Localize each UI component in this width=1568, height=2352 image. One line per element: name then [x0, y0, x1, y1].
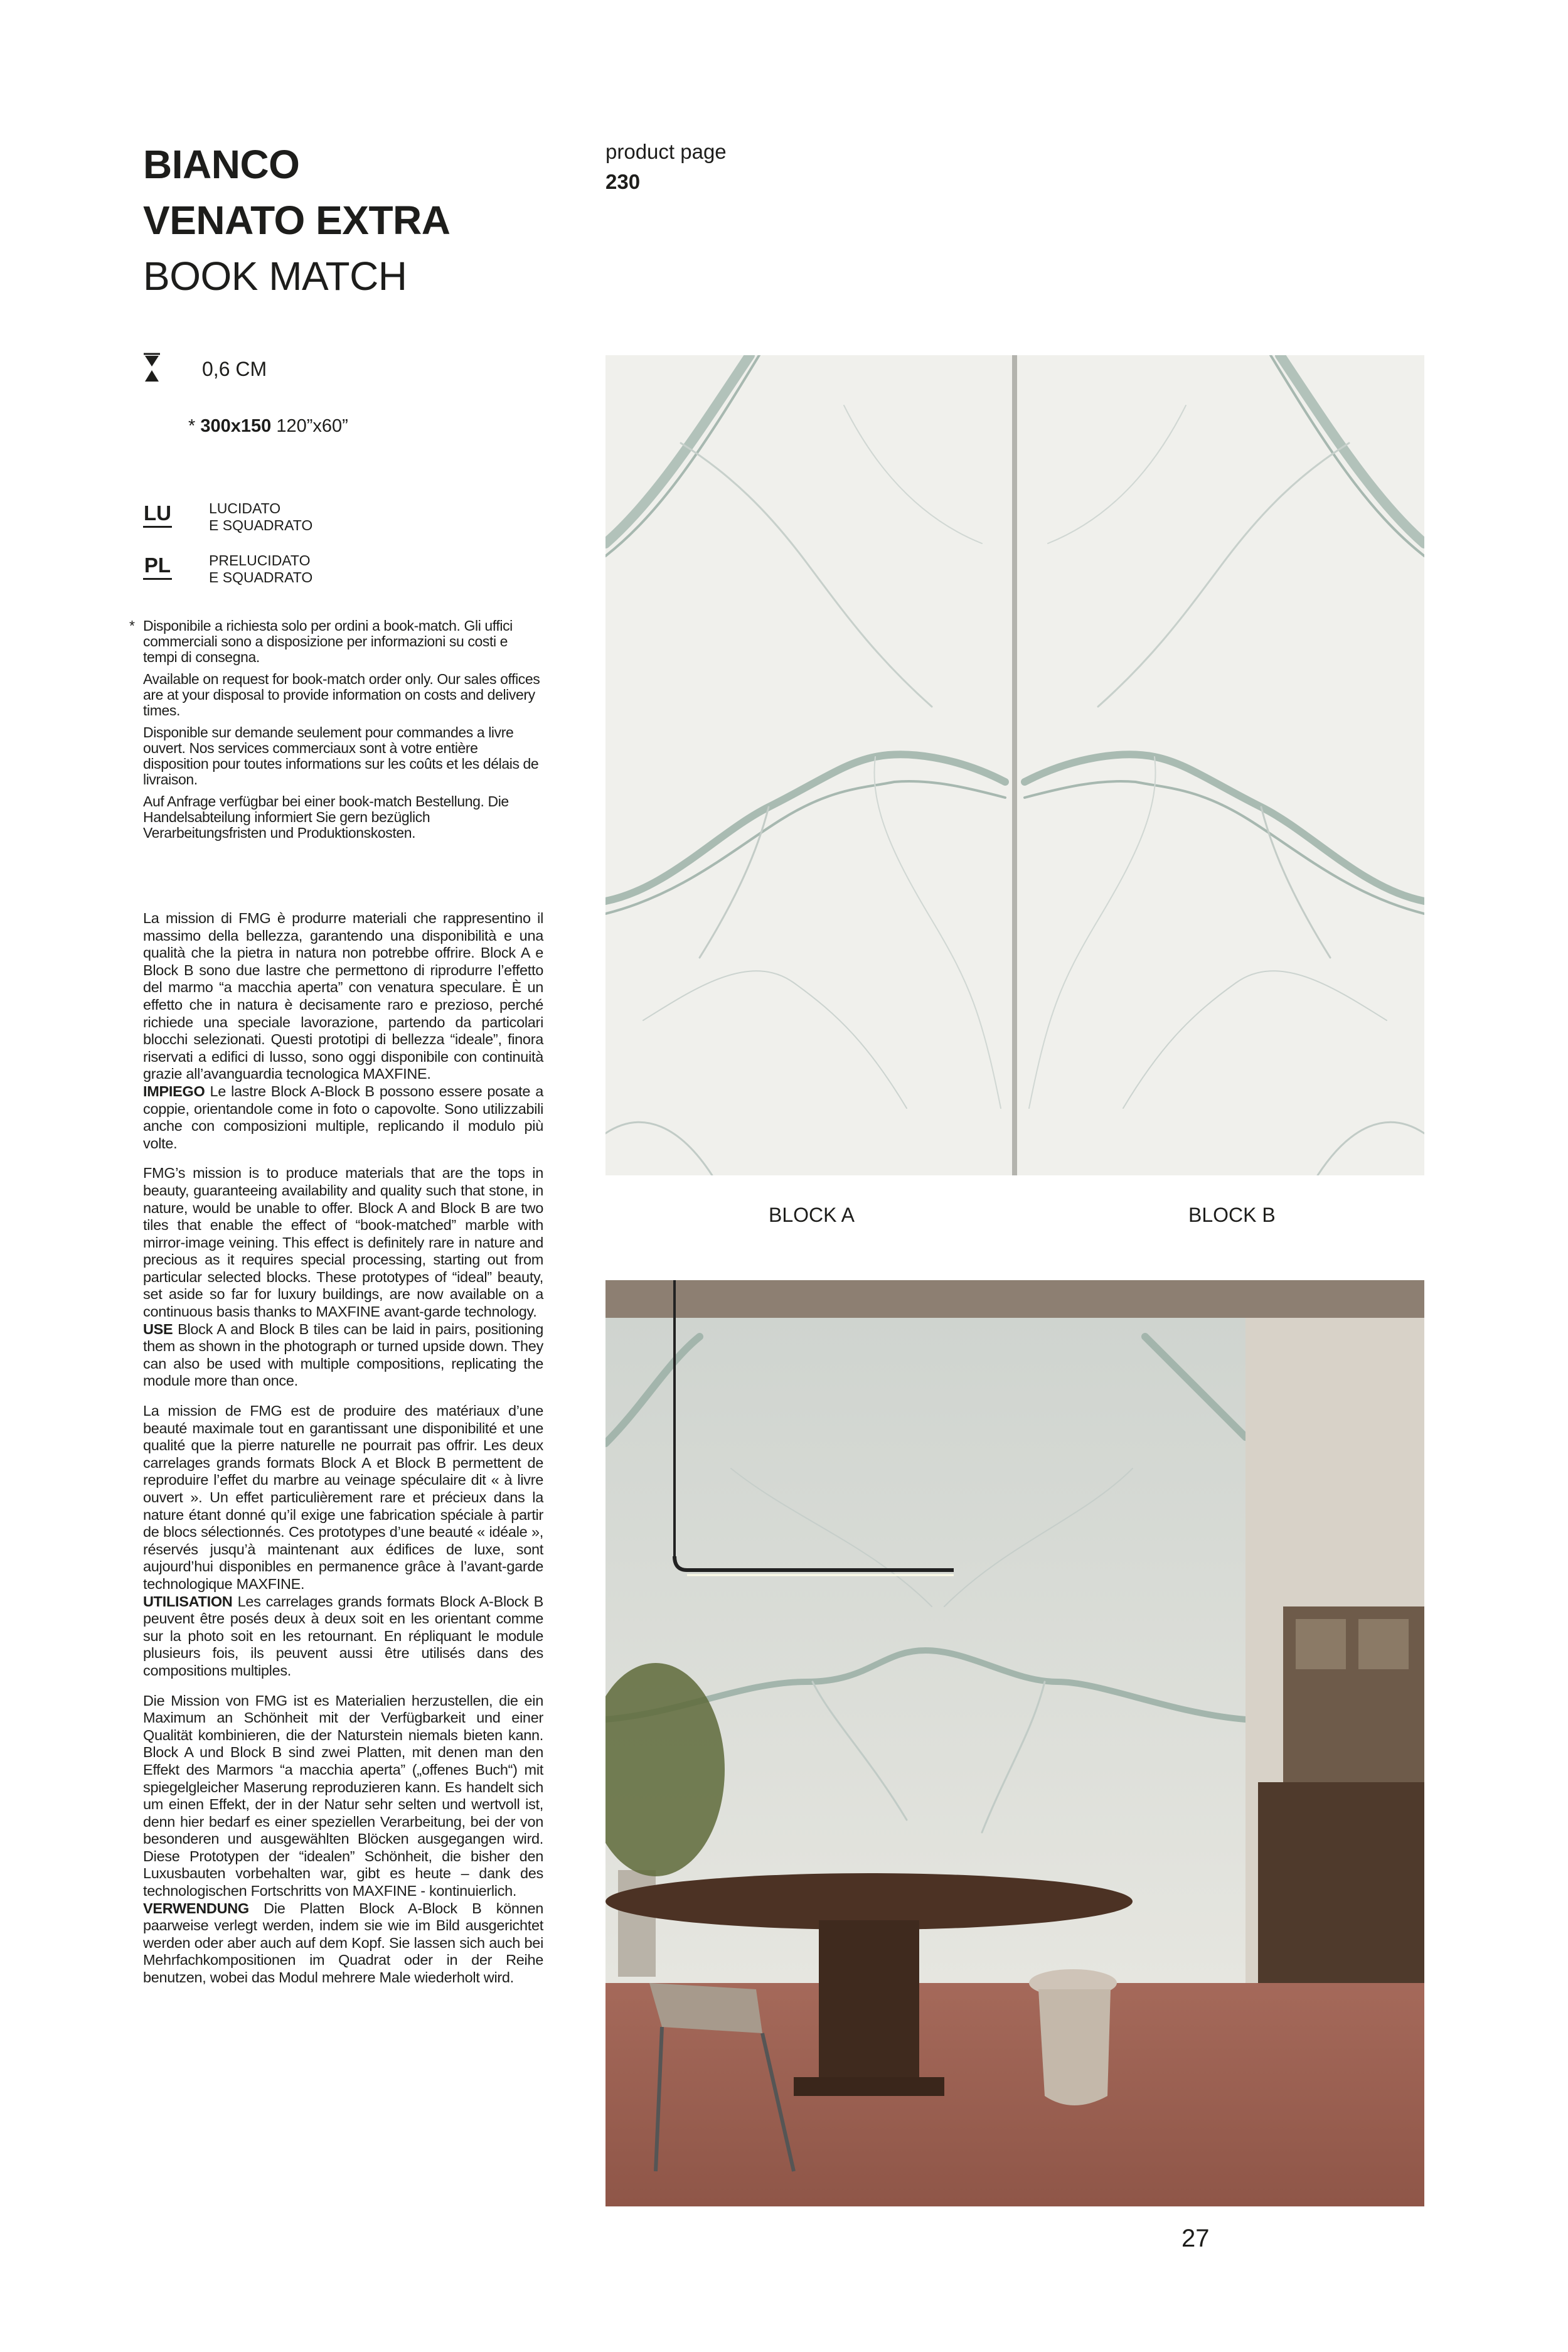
note-fr: Disponible sur demande seulement pour commandes a livre ouvert. Nos services commerciaux sont à votre entière disposition pour toutes informations sur les coûts et les délais de livraison.	[143, 724, 539, 788]
usage-it-label: IMPIEGO	[143, 1082, 205, 1099]
page-number: 27	[1181, 2225, 1210, 2252]
usage-de-label: VERWENDUNG	[143, 1900, 249, 1916]
usage-it-text: Le lastre Block A-Block B possono essere posate a coppie, orientandole come in foto o capovolte. Sono utilizzabili anche con composizioni multiple, replicando il modulo più volte.	[143, 1082, 543, 1152]
usage-fr	[143, 1593, 543, 1680]
finish-lu-line1: LUCIDATO	[209, 500, 281, 516]
description-text	[143, 910, 543, 1996]
description-fr: La mission de FMG est de produire des matériaux d’une beauté maximale tout en garantissant une disponibilité et une qualité que la pierre naturelle ne pourrait pas offrir. Les deux carrelages grands formats Block A et Block B permettent de reproduire l’effet du marbre au veinage spéculaire dit « à livre ouvert ». Un effet particulièrement rare et précieux dans la nature étant donné qu’il exige une fabrication spéciale à partir de blocs sélectionnés. Ces prototypes d’une beauté « idéale », réservés jusqu’à maintenant aux édifices de luxe, sont aujourd’hui disponibles en permanence grâce à l’avant-garde technologique MAXFINE.	[143, 1403, 543, 1592]
finish-code-pl: PL	[143, 554, 172, 580]
product-page-reference	[605, 137, 727, 197]
finish-code-lu: LU	[143, 502, 172, 528]
product-page-label: product page	[605, 140, 727, 163]
interior-photo	[605, 1280, 1424, 2206]
block-b-label: BLOCK B	[1188, 1204, 1276, 1226]
note-asterisk: *	[129, 617, 135, 634]
finish-label-lu	[209, 500, 312, 534]
description-de: Die Mission von FMG ist es Materialien herzustellen, die ein Maximum an Schönheit mit der Verfügbarkeit und einer Qualität kombinieren, die der Naturstein niemals bieten kann. Block A und Block B sind zwei Platten, mit denen man den Effekt des Marmors “a macchia aperta” („offenes Buch“) mit spiegelgleicher Maserung reproduzieren kann. Es handelt sich um einen Effekt, der in der Natur sehr selten und wertvoll ist, denn hier bedarf es einer speziellen Verarbeitung, bei der von besonderen und ausgewählten Blöcken ausgegangen wird. Diese Prototypen der “idealen” Schönheit, die bisher den Luxusbauten vorbehalten war, gibt es heute – dank des technologischen Fortschritts von MAXFINE - kontinuierlich.	[143, 1692, 543, 1900]
product-title	[143, 137, 450, 304]
finish-pl-line2: E SQUADRATO	[209, 569, 313, 585]
thickness-hourglass-icon	[143, 353, 161, 384]
usage-en-text: Block A and Block B tiles can be laid in pairs, positioning them as shown in the photograph or turned upside down. They can also be used with multiple compositions, replicating the module more than once.	[143, 1320, 544, 1389]
usage-fr-text: Les carrelages grands formats Block A-Block B peuvent être posés deux à deux soit en les orientant comme sur la photo soit en les retournant. En répliquant le module plusieurs fois, ils peuvent aussi être utilisés dans des compositions multiples.	[143, 1593, 544, 1679]
note-it-text: Disponibile a richiesta solo per ordini a book-match. Gli uffici commerciali sono a disposizione per informazioni su costi e tempi di consegna.	[143, 617, 513, 665]
title-line-2: VENATO EXTRA	[143, 198, 451, 243]
usage-de-text: Die Platten Block A-Block B können paarweise verlegt werden, indem sie wie im Bild ausgerichtet werden oder aber auch auf dem Kopf. Sie lassen sich auch bei Mehrfachkompositionen im Quadrat oder in der Reihe benutzen, wobei das Modul mehrere Male wiederholt wird.	[143, 1900, 543, 1986]
size-asterisk: *	[188, 416, 196, 436]
description-it: La mission di FMG è produrre materiali che rappresentino il massimo della bellezza, garantendo una disponibilità e una qualità che la pietra in natura non potrebbe offrire. Block A e Block B sono due lastre che permettono di riprodurre l’effetto del marmo “a macchia aperta” con venatura speculare. È un effetto che in natura è decisamente raro e prezioso, perché richiede una speciale lavorazione, partendo da particolari blocchi selezionati. Questi prototipi di bellezza “ideale”, finora riservati a edifici di lusso, sono oggi disponibile con continuità grazie all’avanguardia tecnologica MAXFINE.	[143, 910, 543, 1082]
size-cm: 300x150	[200, 416, 272, 436]
size-inch: 120”x60”	[276, 416, 348, 436]
usage-en	[143, 1321, 543, 1390]
product-page-number: 230	[605, 170, 641, 193]
finish-pl-line1: PRELUCIDATO	[209, 552, 311, 569]
availability-notes	[129, 618, 543, 847]
block-a-label: BLOCK A	[769, 1204, 855, 1226]
note-de: Auf Anfrage verfügbar bei einer book-match Bestellung. Die Handelsabteilung informiert Sie gern bezüglich Verarbeitungsfristen und Produktionskosten.	[143, 793, 509, 841]
title-line-3: BOOK MATCH	[143, 254, 407, 299]
book-match-slab-image	[605, 355, 1424, 1175]
note-it	[129, 618, 543, 665]
usage-it	[143, 1083, 543, 1152]
size-spec	[188, 416, 348, 437]
note-en: Available on request for book-match order only. Our sales offices are at your disposal to provide information on costs and delivery times.	[143, 671, 540, 719]
title-line-1: BIANCO	[143, 142, 300, 187]
usage-de	[143, 1900, 543, 1987]
usage-en-label: USE	[143, 1320, 173, 1337]
finish-lu-line2: E SQUADRATO	[209, 517, 313, 533]
usage-fr-label: UTILISATION	[143, 1593, 233, 1610]
description-en: FMG’s mission is to produce materials that are the tops in beauty, guaranteeing availability and quality such that stone, in nature, would be unable to offer. Block A and Block B are two tiles that enable the effect of “book-matched” marble with mirror-image veining. This effect is definitely rare in nature and precious as it requires special processing, starting out from particular selected blocks. These prototypes of “ideal” beauty, set aside so far for luxury buildings, are now available on a continuous basis thanks to MAXFINE avant-garde technology.	[143, 1165, 543, 1320]
thickness-value: 0,6 CM	[202, 358, 267, 380]
finish-label-pl	[209, 552, 312, 586]
